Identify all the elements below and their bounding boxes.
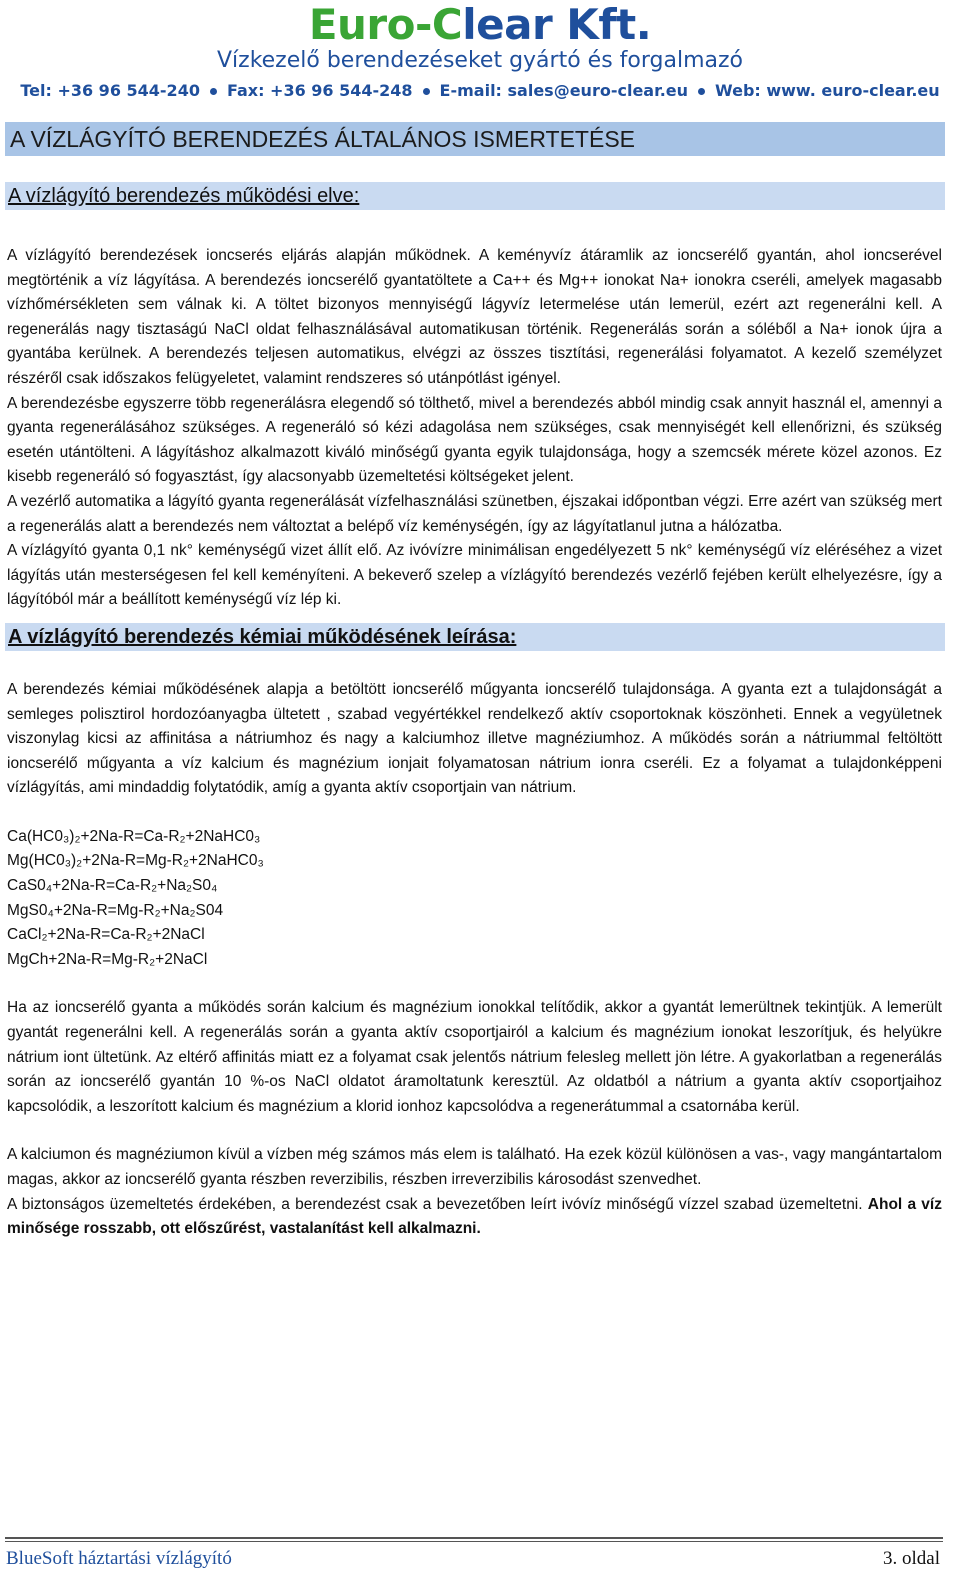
paragraph: A vízlágyító berendezések ioncserés eljárás alapján működnek. A keményvíz átáramlik az ioncserélő gyantán, ahol ioncserével megtörténik a víz lágyítása. A berendezés ioncserélő gyantatöltete a Ca++ és Mg++ ionokat Na+ ionokra cseréli, amelyek magasabb vízhőmérsékleten sem válnak ki. A töltet bizonyos mennyiségű lágyvíz letermelése után lemerül, ezért azt regenerálni kell. A regenerálás nagy tisztaságú NaCl oldat felhasználásával automatikusan történik. Regenerálás során a sóléből a Na+ ionok újra a gyantába kerülnek. A berendezés teljesen automatikus, elvégzi az összes tisztítási, regenerálási folyamatot. A kezelő személyzet részéről csak időszakos felügyeletet, valamint rendszeres só utánpótlást igényel. — [7, 247, 942, 387]
equation: MgCh+2Na-R=Mg-R₂+2NaCl — [7, 950, 208, 968]
footer-product-name: BlueSoft háztartási vízlágyító — [6, 1548, 232, 1569]
bullet-icon — [210, 88, 217, 95]
bullet-icon — [423, 88, 430, 95]
document-body — [5, 122, 945, 1242]
section-heading-chemistry — [5, 623, 945, 651]
bullet-icon — [698, 88, 705, 95]
brand-part-lear: lear Kft. — [462, 0, 652, 49]
equation: Ca(HC0₃)₂+2Na-R=Ca-R₂+2NaHC0₃ — [7, 827, 261, 845]
equation: Mg(HC0₃)₂+2Na-R=Mg-R₂+2NaHC0₃ — [7, 852, 264, 870]
company-logo — [0, 2, 960, 48]
brand-part-c: C — [431, 0, 463, 49]
equation: MgS0₄+2Na-R=Mg-R₂+Na₂S04 — [7, 901, 224, 919]
paragraph: A berendezés kémiai működésének alapja a betöltött ioncserélő műgyanta ioncserélő tulajdonsága. A gyanta ezt a tulajdonságát a semleges polisztirol hordozóanyagba ültetett , szabad vegyértékkel rendelkező aktív csoportoknak köszönheti. Ennek a vegyületnek viszonylag kicsi az affinitása a nátriumhoz és nagy a kalciumhoz illetve magnéziumhoz. A működés során a nátriummal feltöltött ioncserélő műgyanta a víz kalcium és magnézium ionjait folyamatosan nátrium ionra cseréli. Ez a folyamat a tulajdonképpeni vízlágyítás, ami mindaddig folytatódik, amíg a gyanta aktív csoportjain van nátrium. — [7, 680, 942, 797]
website-address[interactable]: Web: www. euro-clear.eu — [715, 81, 940, 100]
contact-line — [0, 80, 960, 102]
page-number: 3. oldal — [883, 1548, 940, 1569]
footer-divider — [5, 1537, 943, 1539]
footer-divider-thin — [5, 1541, 943, 1542]
paragraph: A vezérlő automatika a lágyító gyanta regenerálását vízfelhasználási szünetben, éjszakai időpontban végzi. Erre azért van szükség mert a regenerálás alatt a berendezés nem változtat a belépő víz keménységén, így az lágyítatlanul jutna a hálózatba. — [7, 492, 942, 535]
bold-warning-text: Ahol a víz minősége rosszabb, ott előszűrést, vastalanítást kell alkalmazni. — [7, 1195, 942, 1238]
paragraph: A berendezésbe egyszerre több regenerálásra elegendő só tölthető, mivel a berendezés abból mindig csak annyit használ el, amennyi a gyanta regenerálásához szükséges. A regeneráló só kézi adagolása nem szükséges, csak mennyiségét kell ellenőrizni, és szükség esetén utántölteni. A lágyításhoz alkalmazott kiváló minőségű gyanta egyik tulajdonsága, hogy a szemcsék mérete közel azonos. Ez kisebb regeneráló só fogyasztást, így alacsonyabb üzemeltetési költségeket jelent. — [7, 394, 942, 486]
section-heading-text: A vízlágyító berendezés működési elve: — [8, 185, 360, 207]
paragraph — [5, 1193, 945, 1242]
brand-part-euro: Euro- — [308, 0, 432, 49]
phone-number: Tel: +36 96 544-240 — [20, 81, 200, 100]
paragraph: A vízlágyító gyanta 0,1 nk° keménységű vizet állít elő. Az ivóvízre minimálisan engedélyezett 5 nk° keménységű víz eléréséhez a vizet lágyítás után mesterségesen fel kell keményíteni. A bekeverő szelep a vízlágyító berendezés vezérlő fejében került elhelyezésre, így a lágyítóból már a beállított keménységű víz lép ki. — [7, 542, 942, 609]
equation: CaCl₂+2Na-R=Ca-R₂+2NaCl — [7, 926, 205, 944]
equation: CaS0₄+2Na-R=Ca-R₂+Na₂S0₄ — [7, 877, 218, 895]
paragraph: Ha az ioncserélő gyanta a működés során kalcium és magnézium ionokkal telítődik, akkor a gyantát lemerültnek tekintjük. A lemerült gyantát regenerálni kell. A regenerálás során a gyanta aktív csoportjairól a kalcium és magnézium ionokat leszorítjuk, és helyükre nátrium iont ültetünk. Az eltérő affinitás miatt ez a folyamat csak jelentős nátrium felesleg mellett jön létre. A gyakorlatban a regenerálás során az ioncserélő gyantán 10 %-os NaCl oldatot áramoltatunk keresztül. Az oldatból a nátrium a gyanta aktív csoportjaihoz kapcsolódik, a leszorított kalcium és magnézium a klorid ionhoz kapcsolódva a regenerátummal a csatornába kerül. — [7, 999, 942, 1115]
paragraph: A kalciumon és magnéziumon kívül a vízben még számos más elem is található. Ha ezek közül különösen a vas-, vagy mangántartalom magas, akkor az ioncserélő gyanta részben reverzibilis, részben irreverzibilis károsodást szenvedhet. — [7, 1146, 942, 1188]
section-heading-principle — [5, 182, 945, 210]
email-address[interactable]: E-mail: sales@euro-clear.eu — [439, 81, 689, 100]
page-title: A VÍZLÁGYÍTÓ BERENDEZÉS ÁLTALÁNOS ISMERTETÉSE — [5, 122, 945, 156]
paragraph-text: A biztonságos üzemeltetés érdekében, a berendezést csak a bevezetőben leírt ivóvíz minőségű vízzel szabad üzemeltetni. — [7, 1195, 868, 1213]
page-header — [0, 0, 960, 102]
company-tagline: Vízkezelő berendezéseket gyártó és forgalmazó — [216, 48, 743, 73]
fax-number: Fax: +36 96 544-248 — [226, 81, 413, 100]
section-heading-text: A vízlágyító berendezés kémiai működésének leírása: — [8, 625, 517, 648]
